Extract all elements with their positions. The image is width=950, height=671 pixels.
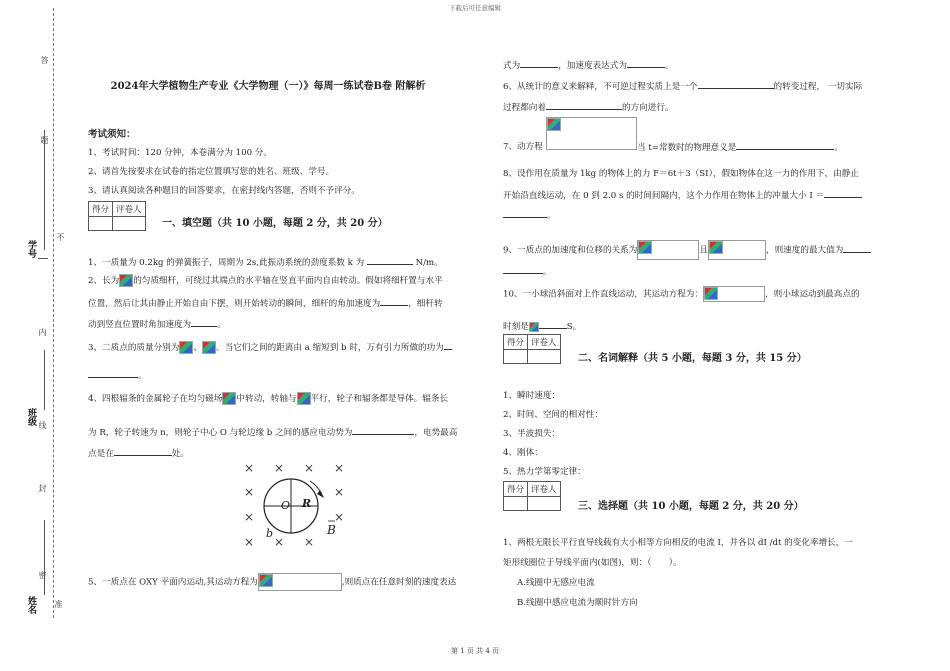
page-title: 2024年大学植物生产专业《大学物理（一）》每周一练试卷B卷 附解析 — [110, 81, 426, 92]
page-footer: 第 1 页 共 4 页 — [450, 647, 500, 655]
answer-blank[interactable] — [503, 264, 543, 274]
question-7-tail: 当 t=常数时的物理意义是 。 — [637, 140, 843, 153]
question-6-line2: 过程都向着 的方向进行。 — [503, 100, 674, 113]
choice-1-option-b[interactable]: B.线圈中感应电流为顺时针方向 — [517, 598, 638, 608]
question-2-line3: 动到竖直位置时角加速度为 。 — [88, 317, 226, 330]
grader-label: 评卷人 — [528, 335, 561, 350]
side-mark: 封 — [38, 484, 47, 492]
section-choice-heading: 三、选择题（共 10 小题，每题 2 分，共 20 分） — [578, 501, 804, 512]
wheel-drawing — [238, 459, 358, 559]
term-item: 1、瞬时速度： — [503, 391, 561, 401]
formula-image — [119, 274, 133, 287]
answer-blank[interactable] — [503, 208, 547, 218]
grader-label: 评卷人 — [528, 482, 561, 497]
student-id-underline[interactable] — [44, 130, 45, 250]
side-mark: 准 — [54, 600, 63, 608]
answer-blank[interactable] — [352, 425, 414, 435]
notice-item: 3、请认真阅读各种题目的回答要求，在密封线内答题，否则不予评分。 — [88, 186, 360, 196]
formula-box — [637, 240, 699, 260]
section-fill-heading: 一、填空题（共 10 小题，每题 2 分，共 20 分） — [162, 218, 388, 229]
formula-box — [258, 573, 342, 591]
formula-box — [708, 240, 766, 260]
answer-blank[interactable] — [546, 100, 622, 110]
side-mark: 密 — [38, 571, 47, 579]
formula-box — [546, 117, 637, 150]
question-5-cont: 式为 ，加速度表达式为 。 — [503, 58, 674, 71]
question-8-line2: 开始沿直线运动，在 0 到 2.0 s 的时间间隔内，这个力作用在物体上的冲量大小 I ＝ — [503, 188, 862, 201]
question-10-line2: 时刻是 S。 — [503, 319, 581, 332]
answer-blank[interactable] — [520, 58, 558, 68]
side-mark: 不 — [56, 233, 65, 241]
answer-blank[interactable] — [380, 296, 408, 306]
choice-1-line2: 矩形线圈位于导线平面内(如图)，则：（ ）。 — [503, 558, 682, 568]
choice-1: 1、两根无限长平行直导线载有大小相等方向相反的电流 I，并各以 dI /dt 的变化率增长，一 — [503, 538, 853, 548]
binding-line — [53, 8, 54, 618]
score-cell[interactable] — [89, 217, 113, 231]
grader-cell[interactable] — [528, 497, 561, 511]
formula-image — [297, 392, 311, 405]
name-label: 姓名 — [26, 596, 36, 614]
score-label: 得分 — [504, 482, 528, 497]
student-id-line — [38, 258, 48, 259]
label-B: B — [327, 523, 336, 537]
grader-cell[interactable] — [113, 217, 146, 231]
label-b: b — [266, 527, 274, 540]
formula-image — [529, 322, 539, 332]
question-9: 9、一质点的加速度和位移的关系为 且 ，则速度的最大值为 — [503, 240, 871, 260]
formula-image — [222, 392, 236, 405]
formula-box — [703, 286, 765, 302]
question-7: 7、动方程 — [503, 142, 543, 152]
term-item: 4、刚体： — [503, 448, 543, 458]
question-3-line2: 。 — [88, 368, 147, 381]
score-table — [503, 481, 561, 511]
question-9-line2: 。 — [503, 264, 552, 277]
choice-1-option-a[interactable]: A.线圈中无感应电流 — [517, 578, 595, 588]
term-item: 3、半波损失： — [503, 429, 561, 439]
side-mark: 线 — [38, 421, 47, 429]
score-label: 得分 — [89, 202, 113, 217]
class-underline[interactable] — [44, 350, 45, 410]
score-cell[interactable] — [504, 497, 528, 511]
score-table — [503, 334, 561, 364]
answer-blank[interactable] — [627, 58, 665, 68]
formula-image — [179, 341, 193, 354]
term-item: 2、时间、空间的相对性： — [503, 410, 603, 420]
class-label: 班级 — [26, 408, 36, 426]
label-r: R — [302, 497, 312, 510]
answer-blank[interactable] — [88, 368, 138, 378]
side-mark: 题 — [40, 136, 49, 144]
answer-blank[interactable] — [539, 319, 567, 329]
question-4-line2: 为 R，轮子转速为 n，则轮子中心 O 与轮边缘 b 之间的感应电动势为 ，电势最高 — [88, 425, 457, 438]
notice-item: 2、请首先按要求在试卷的指定位置填写您的姓名、班级、学号。 — [88, 167, 335, 177]
question-2-line2: 位置，然后让其由静止开始自由下摆，则开始转动的瞬间，细杆的角加速度为 ，细杆转 — [88, 296, 443, 309]
question-1: 1、一质量为 0.2kg 的弹簧振子，周期为 2s,此振动系统的劲度系数 k 为 N/m。 — [88, 255, 443, 268]
notice-heading: 考试须知： — [88, 129, 136, 140]
label-o: O — [281, 499, 291, 512]
notice-item: 1、考试时间：120 分钟，本卷满分为 100 分。 — [88, 148, 272, 158]
question-2: 2、长为 的匀质细杆，可绕过其端点的水平轴在竖直平面内自由转动。假如将细杆置与水平 — [88, 276, 443, 286]
name-underline[interactable] — [44, 520, 45, 595]
question-8-line3: 。 — [503, 208, 556, 221]
question-6: 6、从统计的意义来解释，不可逆过程实质上是一个 的转变过程， 一切实际 — [503, 79, 862, 92]
answer-blank[interactable] — [824, 188, 862, 198]
question-4-line3: 点是在 处。 — [88, 446, 189, 459]
answer-blank[interactable] — [114, 446, 172, 456]
student-id-label: 学号 — [26, 240, 36, 258]
question-8: 8、设作用在质量为 1kg 的物体上的力 F＝6t＋3（SI），假如物体在这一力的作用下，由静止 — [503, 169, 859, 179]
score-table — [88, 201, 146, 231]
section-terms-heading: 二、名词解释（共 5 小题，每题 3 分，共 15 分） — [578, 353, 807, 364]
question-4: 4、四根辐条的金属轮子在均匀磁场 中转动，转轴与 平行，轮子和辐条都是导体。辐条长 — [88, 394, 449, 404]
grader-label: 评卷人 — [113, 202, 146, 217]
score-label: 得分 — [504, 335, 528, 350]
answer-blank[interactable] — [843, 243, 871, 253]
question-10: 10、一小球沿斜面对上作直线运动，其运动方程为： ，则小球运动到最高点的 — [503, 286, 860, 302]
grader-cell[interactable] — [528, 350, 561, 364]
score-cell[interactable] — [504, 350, 528, 364]
answer-blank[interactable] — [736, 140, 834, 150]
side-mark: 答 — [40, 56, 49, 64]
wheel-figure: × × × × × × × × × × × O R b B — [238, 459, 358, 559]
answer-blank[interactable] — [367, 255, 413, 265]
question-3: 3、二质点的质量分别为 、 。当它们之间的距离由 a 缩短到 b 时，万有引力所做的功为 — [88, 340, 452, 354]
term-item: 5、热力学第零定律： — [503, 467, 586, 477]
answer-blank[interactable] — [191, 317, 217, 327]
page-header: 下载后可任意编辑 — [449, 4, 501, 12]
side-mark: 内 — [38, 328, 47, 336]
question-5: 5、一质点在 OXY 平面内运动,其运动方程为 ,则质点在任意时刻的速度表达 — [88, 573, 456, 591]
formula-image — [202, 341, 216, 354]
answer-blank[interactable] — [698, 79, 774, 89]
answer-blank[interactable] — [444, 340, 452, 350]
